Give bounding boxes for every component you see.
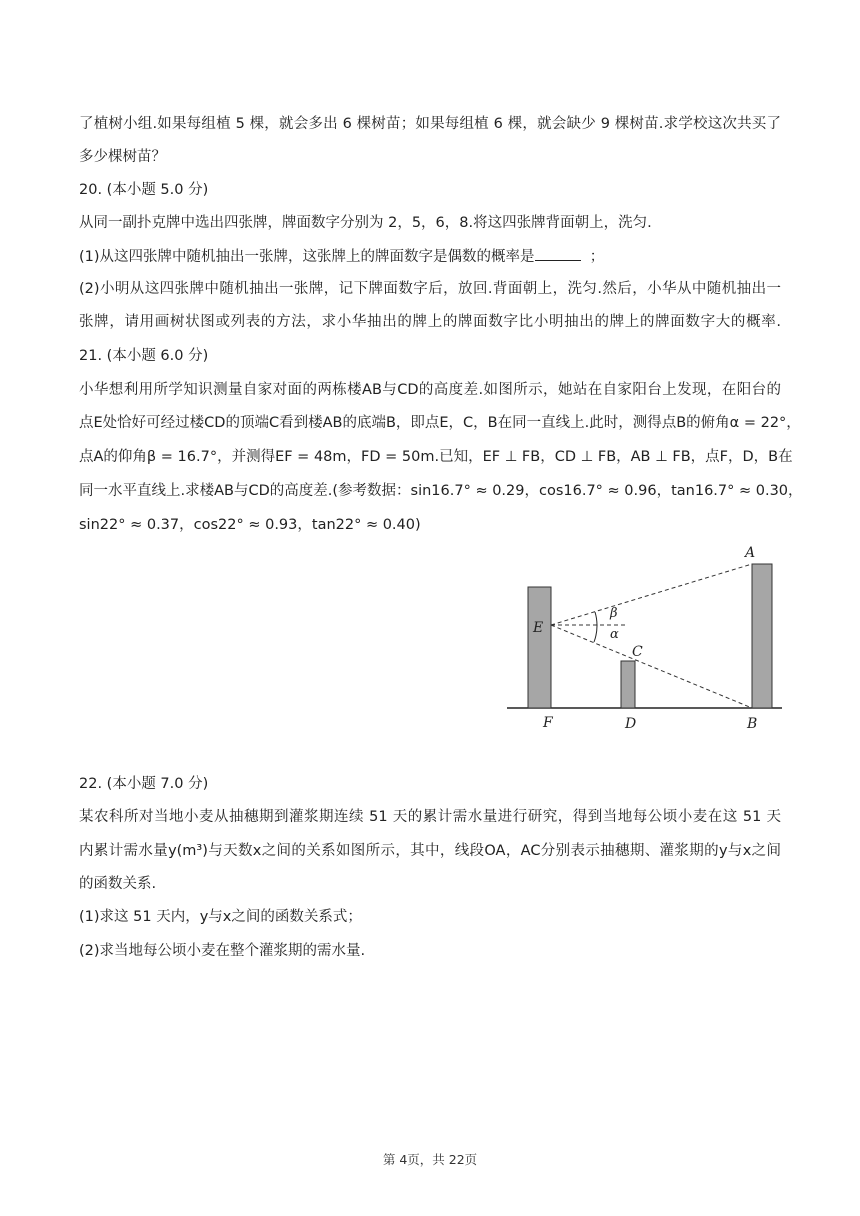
page-number: 第 4页，共 22页 [382, 1152, 478, 1167]
label-e: E [533, 620, 544, 636]
building-figure [507, 541, 787, 741]
answer-blank [535, 246, 581, 261]
q20-part-2-line-1: (2)小明从这四张牌中随机抽出一张牌，记下牌面数字后，放回.背面朝上，洗匀.然后，小华从中随机抽出一 [79, 281, 781, 297]
q21-text-line-2: 点E处恰好可经过楼CD的顶端C看到楼AB的底端B，即点E，C，B在同一直线上.此时，测得点B的俯角α = 22°， [79, 415, 801, 431]
q19-text-line-1: 了植树小组.如果每组植 5 棵，就会多出 6 棵树苗；如果每组植 6 棵，就会缺少 9 棵树苗.求学校这次共买了 [79, 116, 781, 132]
q20-part-1 [79, 246, 604, 267]
label-f: F [543, 715, 553, 731]
q20-stem: 从同一副扑克牌中选出四张牌，牌面数字分别为 2，5，6，8.将这四张牌背面朝上，洗匀. [79, 215, 652, 231]
q22-part-2: (2)求当地每公顷小麦在整个灌浆期的需水量. [79, 943, 366, 959]
q22-part-1: (1)求这 51 天内，y与x之间的函数关系式； [79, 909, 362, 925]
label-a: A [745, 545, 756, 561]
beta-arc [595, 612, 597, 625]
q20-header: 20. (本小题 5.0 分) [79, 182, 209, 198]
q21-header: 21. (本小题 6.0 分) [79, 348, 209, 364]
sight-line-ea [551, 564, 752, 625]
sight-line-eb [551, 625, 752, 708]
label-beta: β [610, 606, 618, 621]
q21-text-line-1: 小华想利用所学知识测量自家对面的两栋楼AB与CD的高度差.如图所示，她站在自家阳台上发现，在阳台的 [79, 382, 781, 398]
q22-text-line-1: 某农科所对当地小麦从抽穗期到灌浆期连续 51 天的累计需水量进行研究，得到当地每公顷小麦在这 51 天 [79, 809, 781, 825]
building-cd [621, 661, 635, 708]
alpha-arc [594, 625, 597, 642]
label-d: D [625, 716, 637, 732]
q21-text-line-5: sin22° ≈ 0.37，cos22° ≈ 0.93，tan22° ≈ 0.40) [79, 517, 421, 533]
q22-text-line-2: 内累计需水量y(m³)与天数x之间的关系如图所示，其中，线段OA，AC分别表示抽穗期、灌浆期的y与x之间 [79, 843, 781, 859]
label-b: B [747, 716, 758, 732]
q20-part-2-line-2: 张牌，请用画树状图或列表的方法，求小华抽出的牌上的牌面数字比小明抽出的牌上的牌面数字大的概率. [79, 314, 781, 330]
q21-text-line-3: 点A的仰角β = 16.7°，并测得EF = 48m，FD = 50m.已知，EF ⊥ FB，CD ⊥ FB，AB ⊥ FB，点F，D，B在 [79, 449, 793, 465]
q22-text-line-3: 的函数关系. [79, 876, 157, 892]
q21-text-line-4: 同一水平直线上.求楼AB与CD的高度差.(参考数据：sin16.7° ≈ 0.29，cos16.7° ≈ 0.96，tan16.7° ≈ 0.30， [79, 483, 803, 499]
q20-part-1-tail: ； [589, 249, 605, 265]
q22-header: 22. (本小题 7.0 分) [79, 776, 209, 792]
q19-text-line-2: 多少棵树苗？ [79, 149, 166, 165]
q20-part-1-text: (1)从这四张牌中随机抽出一张牌，这张牌上的牌面数字是偶数的概率是 [79, 249, 535, 265]
building-ef [528, 587, 551, 708]
building-ab [752, 564, 772, 708]
label-alpha: α [610, 627, 619, 642]
label-c: C [632, 644, 643, 660]
